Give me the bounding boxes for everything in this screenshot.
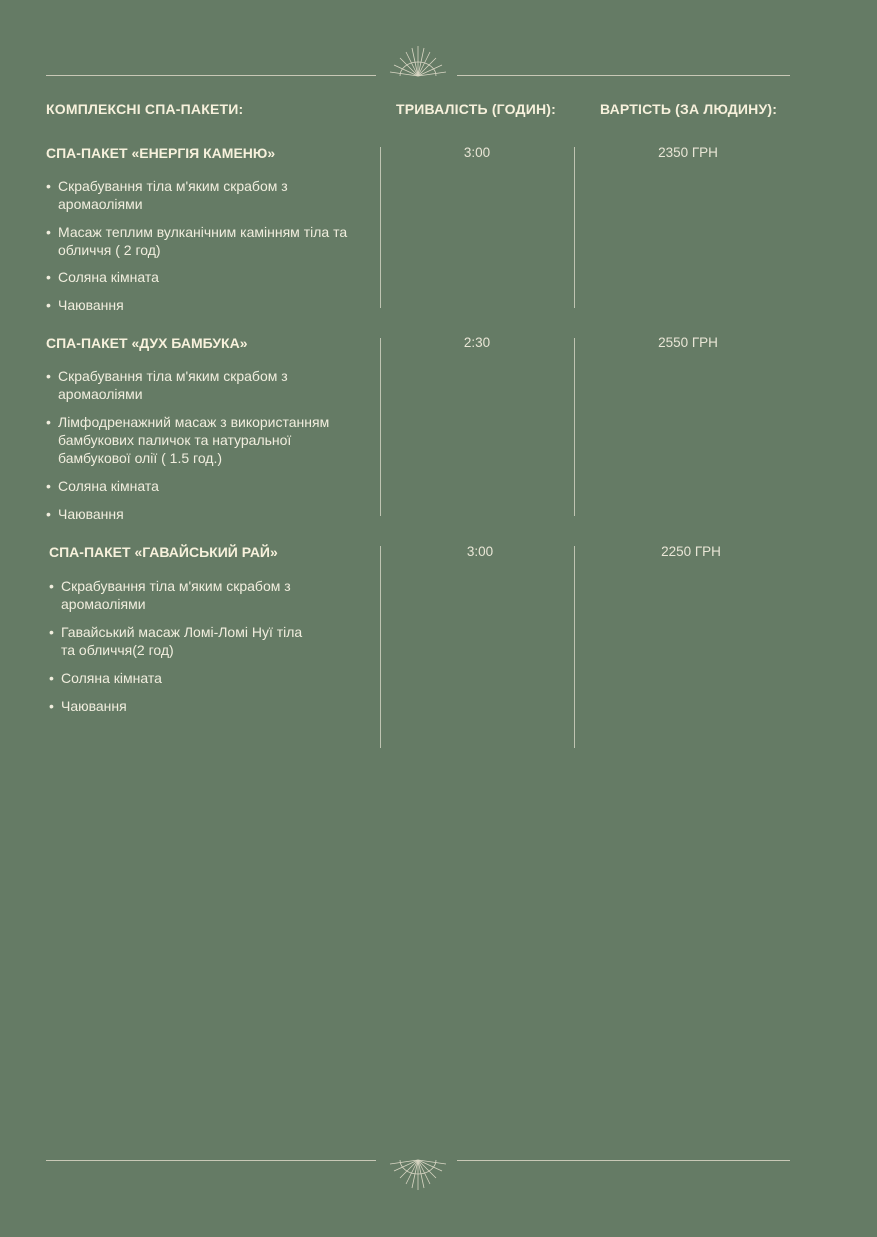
package-price: 2350 ГРН [658, 145, 718, 160]
sunburst-icon [387, 1158, 449, 1192]
bullet: • [49, 578, 54, 594]
header-packages: КОМПЛЕКСНІ СПА-ПАКЕТИ: [46, 101, 244, 117]
header-duration: ТРИВАЛІСТЬ (ГОДИН): [396, 101, 557, 117]
bottom-rule-left [46, 1160, 376, 1161]
list-item: • Соляна кімната [46, 478, 159, 494]
list-item: • Скрабування тіла м'яким скрабом з аромаоліями [46, 178, 288, 212]
package-title: СПА-ПАКЕТ «ДУХ БАМБУКА» [46, 335, 248, 351]
list-item: • Гавайський масаж Ломі-Ломі Нуї тіла та обличчя(2 год) [49, 624, 303, 658]
list-item: • Чаювання [49, 698, 127, 714]
sunburst-icon [387, 44, 449, 78]
package-duration: 2:30 [463, 335, 491, 350]
package-title: СПА-ПАКЕТ «ЕНЕРГІЯ КАМЕНЮ» [46, 145, 276, 161]
list-item: • Скрабування тіла м'яким скрабом з аромаоліями [49, 578, 291, 612]
bullet: • [46, 178, 51, 194]
list-item: • Соляна кімната [49, 670, 162, 686]
top-rule-left [46, 75, 376, 76]
list-item: • Лімфодренажний масаж з використанням бамбукових паличок та натуральної бамбукової олії ( 1.5 год.) [46, 414, 330, 466]
package-price: 2250 ГРН [661, 544, 721, 559]
list-item: • Масаж теплим вулканічним камінням тіла та обличчя ( 2 год) [46, 224, 348, 258]
package-title: СПА-ПАКЕТ «ГАВАЙСЬКИЙ РАЙ» [49, 544, 278, 560]
column-divider [574, 546, 575, 748]
bullet: • [46, 269, 51, 285]
list-item: • Чаювання [46, 297, 124, 313]
bullet: • [49, 698, 54, 714]
list-item: • Чаювання [46, 506, 124, 522]
column-divider [574, 147, 575, 308]
package-duration: 3:00 [463, 145, 491, 160]
header-price: ВАРТІСТЬ (ЗА ЛЮДИНУ): [600, 101, 778, 117]
bullet: • [46, 478, 51, 494]
column-divider [380, 546, 381, 748]
column-divider [380, 338, 381, 516]
bullet: • [46, 224, 51, 240]
bullet: • [49, 670, 54, 686]
column-divider [380, 147, 381, 308]
package-duration: 3:00 [466, 544, 494, 559]
bullet: • [46, 297, 51, 313]
bullet: • [49, 624, 54, 640]
bullet: • [46, 368, 51, 384]
list-item: • Соляна кімната [46, 269, 159, 285]
column-divider [574, 338, 575, 516]
bottom-rule-right [457, 1160, 790, 1161]
top-rule-right [457, 75, 790, 76]
package-price: 2550 ГРН [658, 335, 718, 350]
list-item: • Скрабування тіла м'яким скрабом з аромаоліями [46, 368, 288, 402]
bullet: • [46, 414, 51, 430]
bullet: • [46, 506, 51, 522]
